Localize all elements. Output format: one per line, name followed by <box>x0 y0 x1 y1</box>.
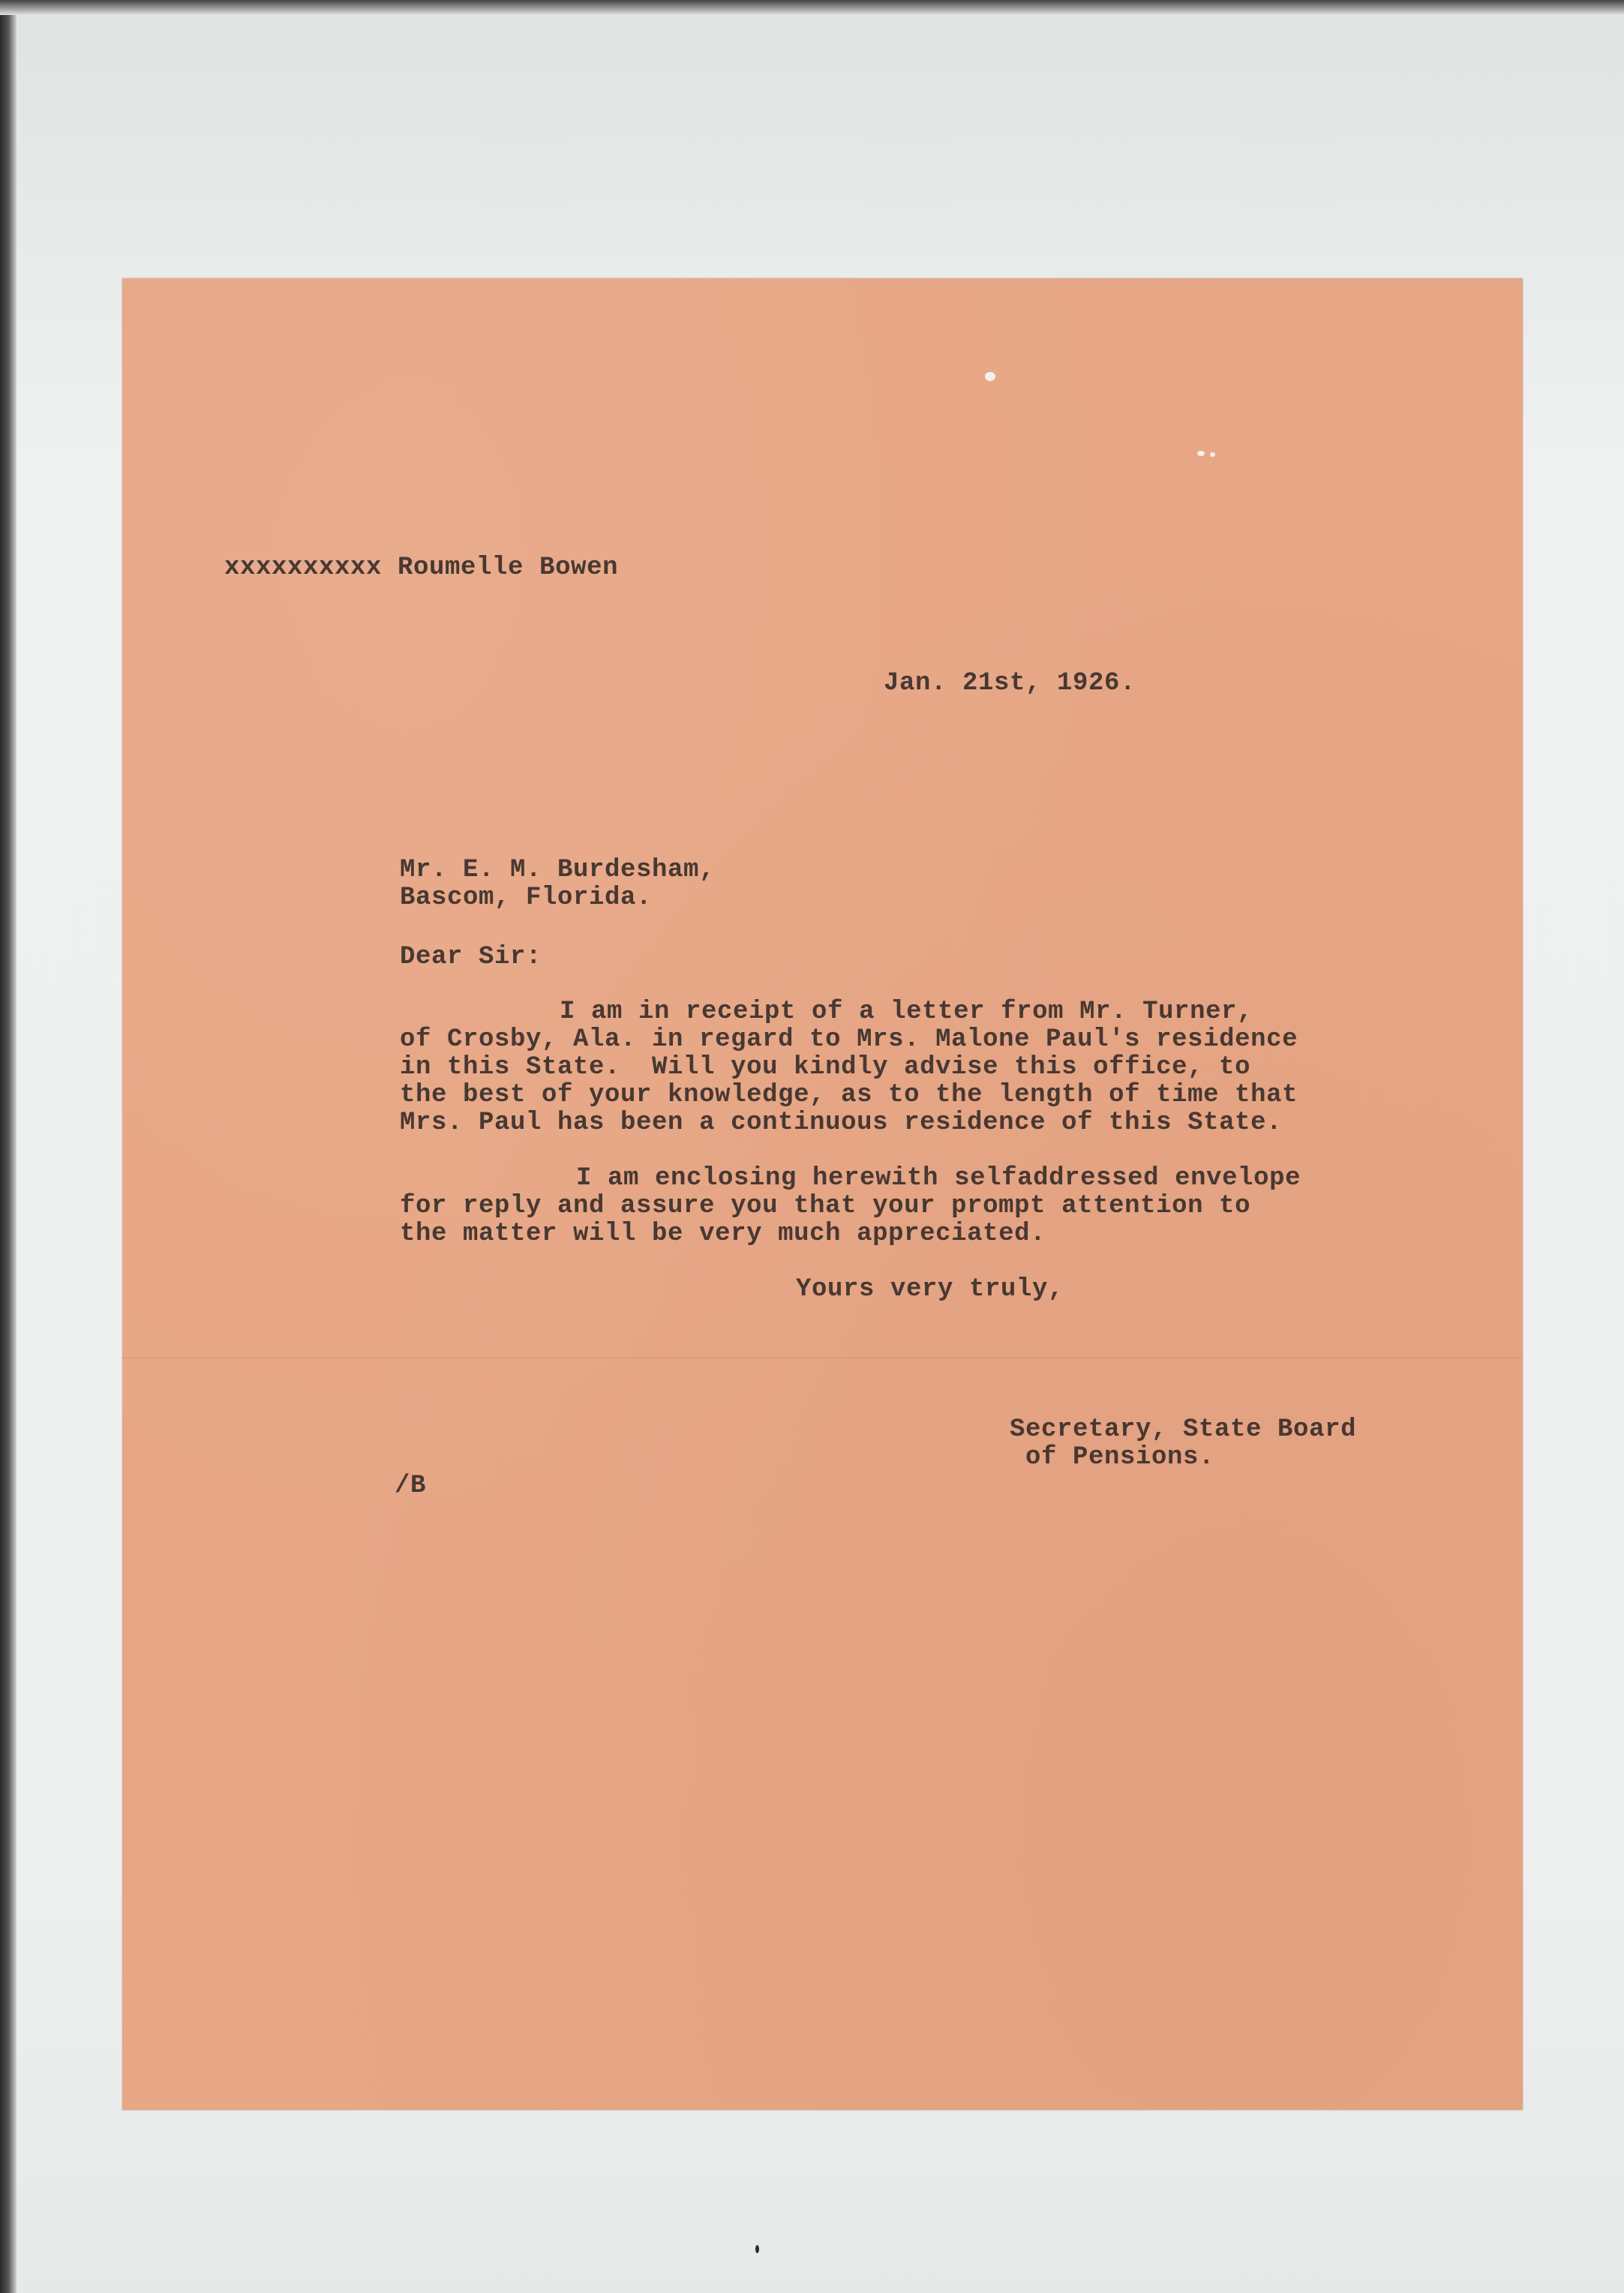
recipient-location: Bascom, Florida. <box>400 884 653 912</box>
letter-date: Jan. 21st, 1926. <box>884 669 1136 698</box>
fold-crease <box>122 1357 1523 1358</box>
paper-blemish <box>985 372 995 381</box>
paper-blemish <box>1210 452 1215 457</box>
paper-blemish <box>1197 451 1205 456</box>
paragraph1-line: I am in receipt of a letter from Mr. Turner, <box>560 998 1253 1026</box>
header-line: xxxxxxxxxx Roumelle Bowen <box>224 554 619 582</box>
paragraph2-line: for reply and assure you that your prompt attention to <box>400 1192 1251 1220</box>
recipient-name: Mr. E. M. Burdesham, <box>400 856 716 884</box>
signature-title: Secretary, State Board <box>1010 1415 1357 1444</box>
scan-dust <box>755 2245 759 2253</box>
paragraph1-line: the best of your knowledge, as to the length of time that <box>400 1081 1298 1109</box>
typist-initials: /B <box>395 1472 427 1500</box>
paragraph2-line: the matter will be very much appreciated. <box>400 1220 1046 1248</box>
letter-paper <box>122 278 1523 2110</box>
signature-title: of Pensions. <box>1010 1443 1215 1472</box>
salutation: Dear Sir: <box>400 943 542 971</box>
paragraph1-line: of Crosby, Ala. in regard to Mrs. Malone Paul's residence <box>400 1025 1298 1054</box>
scan-edge-left <box>0 0 17 2293</box>
scan-edge-top <box>0 0 1624 15</box>
paragraph2-line: I am enclosing herewith selfaddressed envelope <box>576 1164 1301 1193</box>
paragraph1-line: in this State. Will you kindly advise this office, to <box>400 1053 1251 1082</box>
paragraph1-line: Mrs. Paul has been a continuous residence of this State. <box>400 1109 1283 1137</box>
closing: Yours very truly, <box>796 1275 1064 1304</box>
